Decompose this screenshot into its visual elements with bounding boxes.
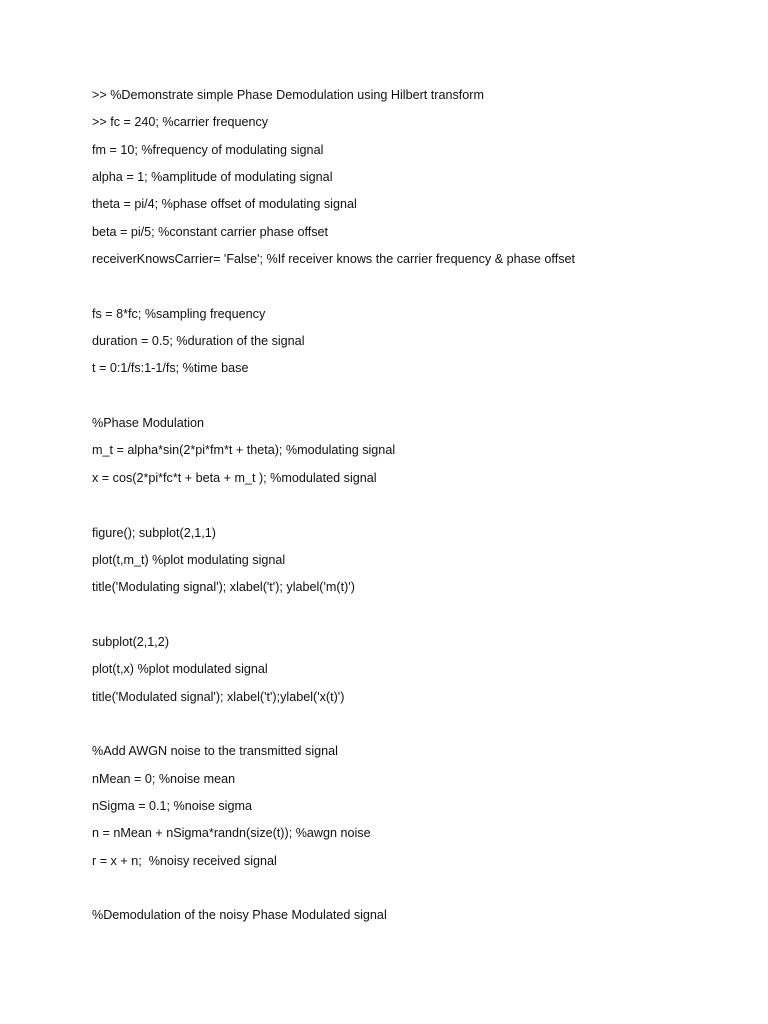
code-line: receiverKnowsCarrier= 'False'; %If receiver knows the carrier frequency & phase offset [92,252,575,267]
code-line: t = 0:1/fs:1-1/fs; %time base [92,361,249,376]
code-line: theta = pi/4; %phase offset of modulating signal [92,197,357,212]
code-line: nSigma = 0.1; %noise sigma [92,798,252,813]
code-line: >> %Demonstrate simple Phase Demodulation using Hilbert transform [92,88,484,102]
code-line: %Add AWGN noise to the transmitted signal [92,744,338,759]
code-line: %Phase Modulation [92,416,205,431]
blank-line [92,277,742,304]
code-line: x = cos(2*pi*fc*t + beta + m_t ); %modulated signal [92,470,377,485]
code-line: alpha = 1; %amplitude of modulating signal [92,170,333,185]
code-line: >> fc = 240; %carrier frequency [92,115,269,130]
code-line: %Demodulation of the noisy Phase Modulated signal [92,908,387,923]
blank-line [92,879,742,906]
blank-line [92,606,742,633]
code-line: n = nMean + nSigma*randn(size(t)); %awgn noise [92,826,371,841]
code-line: subplot(2,1,2) [92,634,170,649]
code-line: fs = 8*fc; %sampling frequency [92,306,266,321]
code-line: plot(t,x) %plot modulated signal [92,662,268,677]
code-line: beta = pi/5; %constant carrier phase offset [92,224,329,239]
blank-line [92,387,742,414]
code-line: nMean = 0; %noise mean [92,771,236,786]
blank-line [92,715,742,742]
code-line: fm = 10; %frequency of modulating signal [92,142,324,157]
code-line: duration = 0.5; %duration of the signal [92,334,305,349]
code-line: figure(); subplot(2,1,1) [92,525,216,540]
code-line: r = x + n; %noisy received signal [92,853,277,868]
code-listing [92,86,742,934]
code-line: m_t = alpha*sin(2*pi*fm*t + theta); %modulating signal [92,443,396,458]
code-line: title('Modulating signal'); xlabel('t'); ylabel('m(t)') [92,580,355,595]
code-line: plot(t,m_t) %plot modulating signal [92,552,286,567]
blank-line [92,496,742,523]
code-line: title('Modulated signal'); xlabel('t');ylabel('x(t)') [92,689,345,704]
